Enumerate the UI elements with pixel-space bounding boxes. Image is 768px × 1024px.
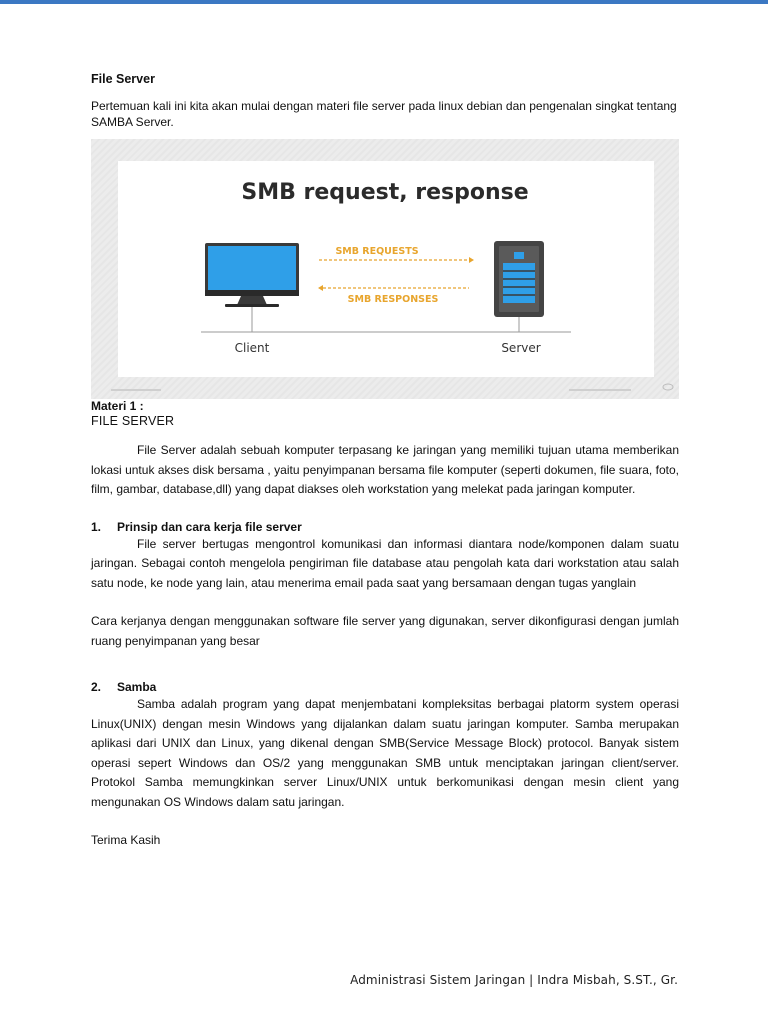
samba-paragraph: Samba adalah program yang dapat menjembatani kompleksitas berbagai platorm system operasi Linux(UNIX) dengan mesin Windows yang dijalankan dalam suatu jaringan komputer. Samba merupakan aplikasi dari UNIX dan Linux, yang dikenal dengan SMB(Service Message Block) protocol. Banyak sistem operasi sepert Windows dan OS/2 yang menggunakan SMB untuk menciptakan jaringan client/server. Protokol Samba memungkinkan server Linux/UNIX untuk berkomunikasi dengan mesin client yang mengunakan OS Windows dalam satu jaringan. — [91, 697, 679, 809]
materi-title: FILE SERVER — [91, 414, 175, 428]
section-title: Prinsip dan cara kerja file server — [117, 519, 302, 534]
document-page — [91, 68, 679, 851]
client-label: Client — [234, 341, 270, 355]
diagram-title: SMB request, response — [241, 180, 529, 205]
publisher-logo-icon — [663, 384, 673, 390]
smb-diagram — [91, 139, 679, 399]
principle-paragraph: File server bertugas mengontrol komunikasi dan informasi diantara node/komponen dalam suatu jaringan. Sebagai contoh mengelola pengiriman file database atau pengolah kata dari workstation atau salah satu node, ke node yang lain, atau menerima email pada saat yang bersamaan dengan tugas yanglain — [91, 536, 679, 590]
page-top-border — [0, 0, 768, 4]
section-heading — [91, 520, 679, 535]
credit-mark-right — [569, 389, 631, 391]
closing-text: Terima Kasih — [91, 833, 161, 847]
server-tower-icon — [494, 241, 544, 332]
server-label: Server — [501, 341, 541, 355]
smb-responses-label: SMB RESPONSES — [347, 294, 439, 305]
client-monitor-icon — [205, 243, 299, 332]
section-number: 1. — [91, 519, 102, 534]
smb-requests-arrow — [319, 246, 474, 263]
file-server-paragraph: File Server adalah sebuah komputer terpasang ke jaringan yang memiliki tujuan utama memberikan lokasi untuk akses disk bersama , yaitu penyimpanan bersama file komputer (seperti dokumen, file suara, foto, film, gambar, database,dll) yang dapat diakses oleh workstation yang melekat pada jaringan komputer. — [91, 443, 679, 496]
materi-label: Materi 1 : — [91, 399, 144, 413]
section-number: 2. — [91, 680, 102, 694]
smb-requests-label: SMB REQUESTS — [335, 246, 419, 257]
section-heading — [91, 680, 679, 695]
smb-diagram-figure — [91, 139, 679, 399]
monitor-screen — [208, 246, 296, 290]
document-title: File Server — [91, 72, 155, 86]
credit-mark-left — [111, 389, 161, 391]
section-title: Samba — [117, 680, 157, 694]
intro-paragraph: Pertemuan kali ini kita akan mulai dengan materi file server pada linux debian dan pengenalan singkat tentang SAMBA Server. — [91, 99, 677, 129]
working-paragraph: Cara kerjanya dengan menggunakan software file server yang digunakan, server dikonfigurasi dengan jumlah ruang penyimpanan yang besar — [91, 614, 679, 648]
page-footer: Administrasi Sistem Jaringan | Indra Misbah, S.ST., Gr. — [350, 973, 678, 987]
server-slots — [503, 263, 535, 303]
smb-responses-arrow — [318, 285, 469, 305]
